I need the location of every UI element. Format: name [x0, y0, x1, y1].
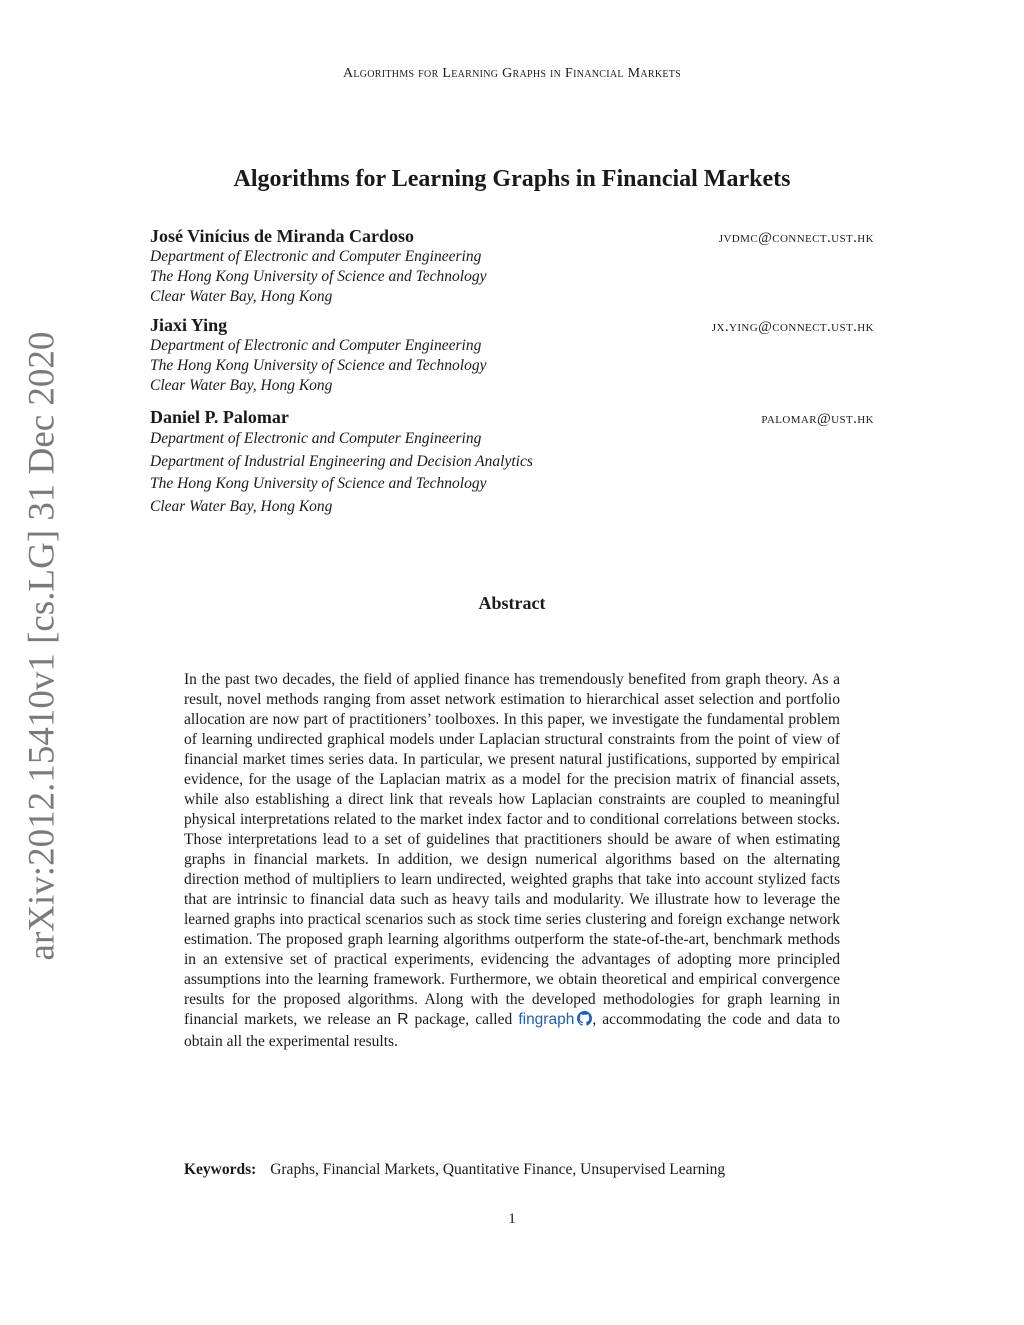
author-affiliation: Department of Industrial Engineering and Decision Analytics — [150, 452, 533, 470]
author-name: José Vinícius de Miranda Cardoso — [150, 226, 415, 246]
author-affiliation: Department of Electronic and Computer Engineering — [150, 337, 482, 354]
arxiv-identifier-stamp: arXiv:2012.15410v1 [cs.LG] 31 Dec 2020 — [21, 331, 63, 961]
abstract-heading: Abstract — [478, 593, 546, 613]
keywords-label: Keywords: — [184, 1161, 257, 1178]
author-affiliation: Department of Electronic and Computer Engineering — [150, 430, 482, 447]
abstract-text: , accommodating the code and data to obtain all the experimental results. — [184, 1011, 841, 1050]
abstract-text: In the past two decades, the field of applied finance has tremendously benefited from graph theory. As a result, novel methods ranging from asset network estimation to hierarchical asset selection and portfolio allocation are now part of practitioners’ toolboxes. In this paper, we investigate the fundamental problem of learning undirected graphical models under Laplacian structural constraints from the point of view of financial market times series data. In particular, we present natural justifications, supported by empirical evidence, for the usage of the Laplacian matrix as a model for the precision matrix of financial assets, while also establishing a direct link that reveals how Laplacian constraints are coupled to meaningful physical interpretations related to the market index factor and to conditional correlations between stocks. Those interpretations lead to a set of guidelines that practitioners should be aware of when estimating graphs in financial markets. In addition, we design numerical algorithms based on the alternating direction method of multipliers to learn undirected, weighted graphs that take into account stylized facts that are intrinsic to financial data such as heavy tails and modularity. We illustrate how to leverage the learned graphs into practical scenarios such as stock time series clustering and foreign exchange network estimation. The proposed graph learning algorithms outperform the state-of-the-art, benchmark methods in an extensive set of practical experiments, evidencing the advantages of adopting more principled assumptions into the learning framework. Furthermore, we obtain theoretical and empirical convergence results for the proposed algorithms. Along with the developed methodologies for graph learning in financial markets, we release an — [184, 671, 840, 1028]
author-affiliation: Clear Water Bay, Hong Kong — [150, 288, 333, 305]
author-email[interactable]: jx.ying@connect.ust.hk — [711, 319, 874, 335]
author-email[interactable]: jvdmc@connect.ust.hk — [718, 230, 874, 246]
paper-title: Algorithms for Learning Graphs in Financial Markets — [233, 166, 791, 192]
fingraph-package-link[interactable]: fingraph — [518, 1011, 575, 1028]
r-language-name: R — [397, 1011, 409, 1028]
author-block-cardoso — [150, 226, 874, 307]
keywords-line — [184, 1161, 884, 1179]
author-affiliation: Department of Electronic and Computer Engineering — [150, 248, 482, 265]
abstract-text: package, called — [414, 1011, 513, 1028]
abstract-body — [184, 670, 840, 1052]
author-block-ying — [150, 315, 874, 396]
author-block-palomar — [150, 407, 874, 518]
running-header: Algorithms for Learning Graphs in Financial Markets — [342, 66, 682, 81]
author-affiliation: The Hong Kong University of Science and Technology — [150, 475, 487, 492]
page-number: 1 — [508, 1211, 516, 1227]
github-icon[interactable] — [577, 1011, 592, 1032]
author-name: Jiaxi Ying — [150, 315, 228, 335]
author-affiliation: Clear Water Bay, Hong Kong — [150, 377, 333, 394]
author-email[interactable]: palomar@ust.hk — [761, 411, 874, 427]
author-affiliation: The Hong Kong University of Science and Technology — [150, 357, 487, 374]
author-affiliation: The Hong Kong University of Science and Technology — [150, 268, 487, 285]
keywords-text: Graphs, Financial Markets, Quantitative Finance, Unsupervised Learning — [270, 1161, 726, 1178]
author-affiliation: Clear Water Bay, Hong Kong — [150, 497, 333, 515]
author-name: Daniel P. Palomar — [150, 407, 289, 427]
